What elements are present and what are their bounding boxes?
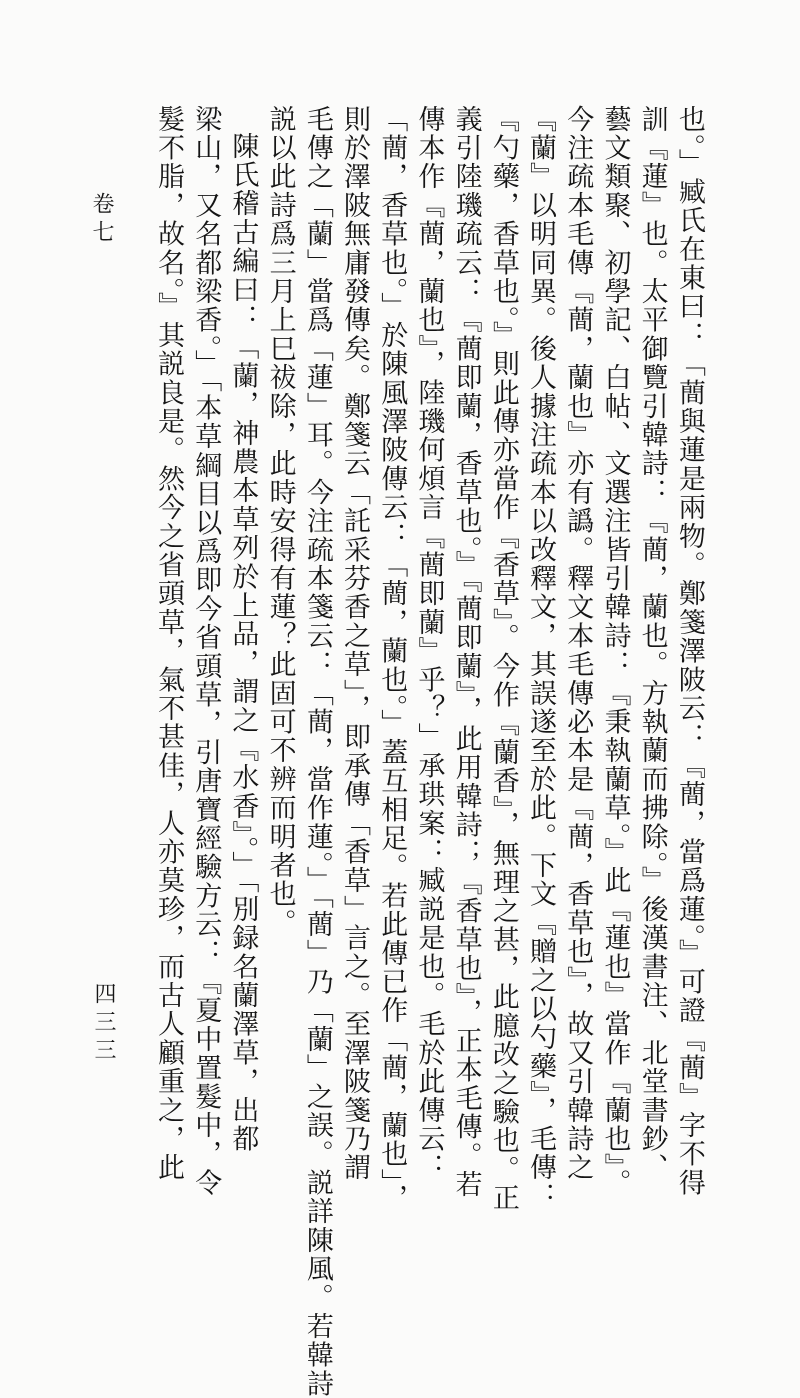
text-column: 今注疏本毛傳『蕳，蘭也』亦有譌。釋文本毛傳必本是『蕳，香草也』，故又引韓詩之	[562, 105, 594, 1183]
text-column: 義引陸璣疏云：『蕳即蘭，香草也。』『蕳即蘭』，此用韓詩；『香草也』，正本毛傳。若	[450, 105, 482, 1199]
text-column-indented: 陳氏稽古編曰：「蘭，神農本草列於上品，謂之『水香』。」「別録名蘭澤草，出都	[227, 132, 259, 1154]
text-column: 也。」臧氏在東曰：「蕳與蓮是兩物。鄭箋澤陂云：『蕳，當爲蓮。』可證『蕳』字不得	[673, 105, 705, 1198]
text-column: 梁山，又名都梁香。」「本草綱目以爲即今省頭草，引唐寶經驗方云：『夏中置髮中，令	[190, 105, 222, 1198]
text-column: 髮不脂，故名。』其説良是。然今之省頭草，氣不甚佳，人亦莫珍，而古人顧重之，此	[153, 105, 184, 1183]
text-column: 毛傳之「蘭」當爲「蓮」耳。今注疏本箋云：「蕳，當作蓮。」「蕳」乃「蘭」之誤。説詳陳風。若韓詩	[301, 105, 333, 1398]
text-column: 傳本作『蕳，蘭也』，陸璣何煩言『蕳即蘭』乎？」承珙案：臧説是也。毛於此傳云：	[413, 105, 445, 1183]
text-column: 則於澤陂無庸發傳矣。鄭箋云「託采芬香之草」，即承傳「香草」言之。至澤陂箋乃謂	[339, 105, 371, 1183]
running-head-volume: 卷七	[89, 192, 114, 248]
text-column: 説以此詩爲三月上巳祓除，此時安得有蓮？此固可不辨而明者也。	[264, 105, 296, 938]
text-column: 『勺藥，香草也。』則此傳亦當作『香草』。今作『蘭香』，無理之甚，此臆改之驗也。正	[487, 105, 519, 1213]
text-column: 藝文類聚、初學記、白帖、文選注皆引韓詩：『秉執蘭草。』此『蓮也』當作『蘭也』。	[599, 105, 631, 1198]
text-column: 「蕳，香草也。」於陳風澤陂傳云：「蕳，蘭也。」蓋互相足。若此傳已作「蕳，蘭也」，	[376, 105, 408, 1213]
main-text	[153, 105, 705, 1398]
running-head-page-number: 四三三	[91, 982, 116, 1066]
text-column: 訓『蓮』也。太平御覽引韓詩：『蕳，蘭也。方執蘭而拂除。』後漢書注、北堂書鈔、	[636, 105, 668, 1183]
text-column: 『蘭』以明同異。後人據注疏本以改釋文，其誤遂至於此。下文『贈之以勺藥』，毛傳：	[525, 105, 557, 1211]
